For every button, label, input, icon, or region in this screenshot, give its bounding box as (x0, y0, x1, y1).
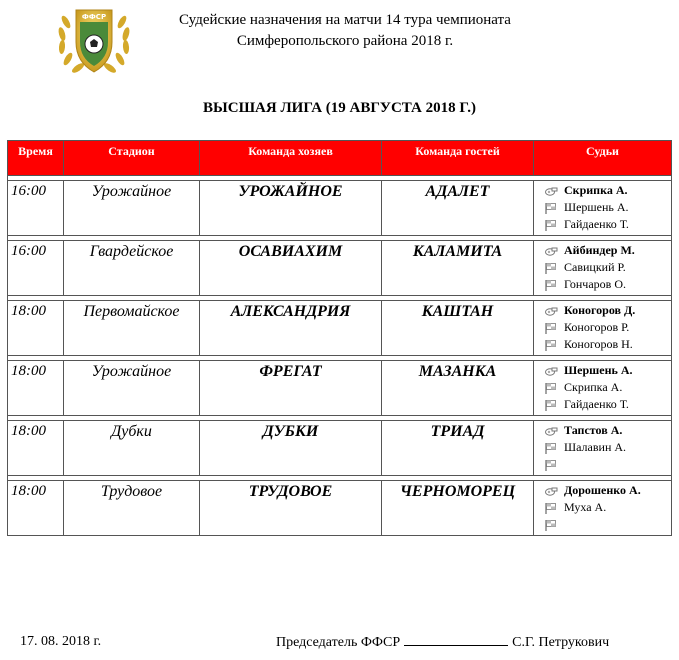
away-team: КАШТАН (382, 301, 534, 356)
flag-icon (544, 202, 558, 214)
judges-cell (534, 421, 672, 476)
judge-entry (544, 336, 671, 353)
svg-text:ФФСР: ФФСР (81, 13, 107, 21)
judge-entry (544, 319, 671, 336)
judge-entry (544, 456, 671, 473)
column-header-stadium: Стадион (64, 141, 200, 176)
header-title-line1: Судейские назначения на матчи 14 тура чемпионата (179, 12, 511, 28)
flag-icon (544, 459, 558, 471)
judge-name: Айбиндер М. (564, 243, 635, 257)
judges-cell (534, 361, 672, 416)
table-row (8, 361, 672, 416)
judge-entry (544, 499, 671, 516)
away-team: ТРИАД (382, 421, 534, 476)
flag-icon (544, 219, 558, 231)
match-stadium: Урожайное (64, 181, 200, 236)
column-header-judges: Судьи (534, 141, 672, 176)
schedule-table (7, 140, 672, 536)
judge-name: Скрипка А. (564, 380, 623, 394)
away-team: ЧЕРНОМОРЕЦ (382, 481, 534, 536)
judge-name: Шалавин А. (564, 440, 627, 454)
footer-date: 17. 08. 2018 г. (20, 634, 102, 649)
table-row (8, 301, 672, 356)
judge-entry (544, 182, 671, 199)
match-time: 16:00 (8, 181, 64, 236)
flag-icon (544, 502, 558, 514)
whistle-icon (544, 425, 558, 437)
judge-entry (544, 276, 671, 293)
judges-cell (534, 301, 672, 356)
match-stadium: Первомайское (64, 301, 200, 356)
judge-entry (544, 379, 671, 396)
flag-icon (544, 279, 558, 291)
judge-entry (544, 516, 671, 533)
judge-entry (544, 259, 671, 276)
judge-name: Шершень А. (564, 200, 629, 214)
column-header-home-team: Команда хозяев (200, 141, 382, 176)
flag-icon (544, 382, 558, 394)
whistle-icon (544, 365, 558, 377)
judge-entry (544, 396, 671, 413)
footer-signature (276, 634, 609, 651)
judge-entry (544, 302, 671, 319)
judges-cell (534, 241, 672, 296)
header-title-line2: Симферопольского района 2018 г. (236, 33, 454, 49)
judge-name: Савицкий Р. (564, 260, 626, 274)
judge-entry (544, 439, 671, 456)
judge-name: Шершень А. (564, 363, 633, 377)
chair-name: С.Г. Петрукович (512, 635, 610, 650)
signature-line (404, 634, 508, 646)
judge-name: Коногоров Д. (564, 303, 636, 317)
home-team: ОСАВИАХИМ (200, 241, 382, 296)
table-header-row (8, 141, 672, 176)
home-team: УРОЖАЙНОЕ (200, 181, 382, 236)
judge-name: Дорошенко А. (564, 483, 641, 497)
judge-name: Скрипка А. (564, 183, 628, 197)
match-stadium: Трудовое (64, 481, 200, 536)
judge-name: Коногоров Р. (564, 320, 630, 334)
match-time: 16:00 (8, 241, 64, 296)
flag-icon (544, 262, 558, 274)
match-time: 18:00 (8, 421, 64, 476)
judge-entry (544, 482, 671, 499)
ffsr-logo (52, 2, 136, 78)
judge-name: Муха А. (564, 500, 607, 514)
home-team: ДУБКИ (200, 421, 382, 476)
table-row (8, 481, 672, 536)
match-stadium: Гвардейское (64, 241, 200, 296)
away-team: АДАЛЕТ (382, 181, 534, 236)
whistle-icon (544, 245, 558, 257)
judge-entry (544, 422, 671, 439)
home-team: ТРУДОВОЕ (200, 481, 382, 536)
judges-cell (534, 181, 672, 236)
away-team: МАЗАНКА (382, 361, 534, 416)
judge-name: Гайдаенко Т. (564, 217, 629, 231)
judge-entry (544, 216, 671, 233)
table-row (8, 421, 672, 476)
judge-entry (544, 199, 671, 216)
column-header-away-team: Команда гостей (382, 141, 534, 176)
table-row (8, 181, 672, 236)
whistle-icon (544, 485, 558, 497)
whistle-icon (544, 305, 558, 317)
judge-entry (544, 362, 671, 379)
home-team: ФРЕГАТ (200, 361, 382, 416)
league-title: ВЫСШАЯ ЛИГА (19 АВГУСТА 2018 Г.) (203, 100, 476, 116)
judge-name: Коногоров Н. (564, 337, 633, 351)
document-header (140, 10, 550, 52)
match-stadium: Дубки (64, 421, 200, 476)
match-stadium: Урожайное (64, 361, 200, 416)
judge-name: Гончаров О. (564, 277, 626, 291)
flag-icon (544, 339, 558, 351)
flag-icon (544, 322, 558, 334)
judge-name: Тапстов А. (564, 423, 623, 437)
column-header-time: Время (8, 141, 64, 176)
match-time: 18:00 (8, 361, 64, 416)
whistle-icon (544, 185, 558, 197)
table-row (8, 241, 672, 296)
match-time: 18:00 (8, 481, 64, 536)
match-time: 18:00 (8, 301, 64, 356)
judge-entry (544, 242, 671, 259)
home-team: АЛЕКСАНДРИЯ (200, 301, 382, 356)
away-team: КАЛАМИТА (382, 241, 534, 296)
flag-icon (544, 519, 558, 531)
chair-label: Председатель ФФСР (276, 635, 401, 650)
flag-icon (544, 399, 558, 411)
flag-icon (544, 442, 558, 454)
judges-cell (534, 481, 672, 536)
judge-name: Гайдаенко Т. (564, 397, 629, 411)
